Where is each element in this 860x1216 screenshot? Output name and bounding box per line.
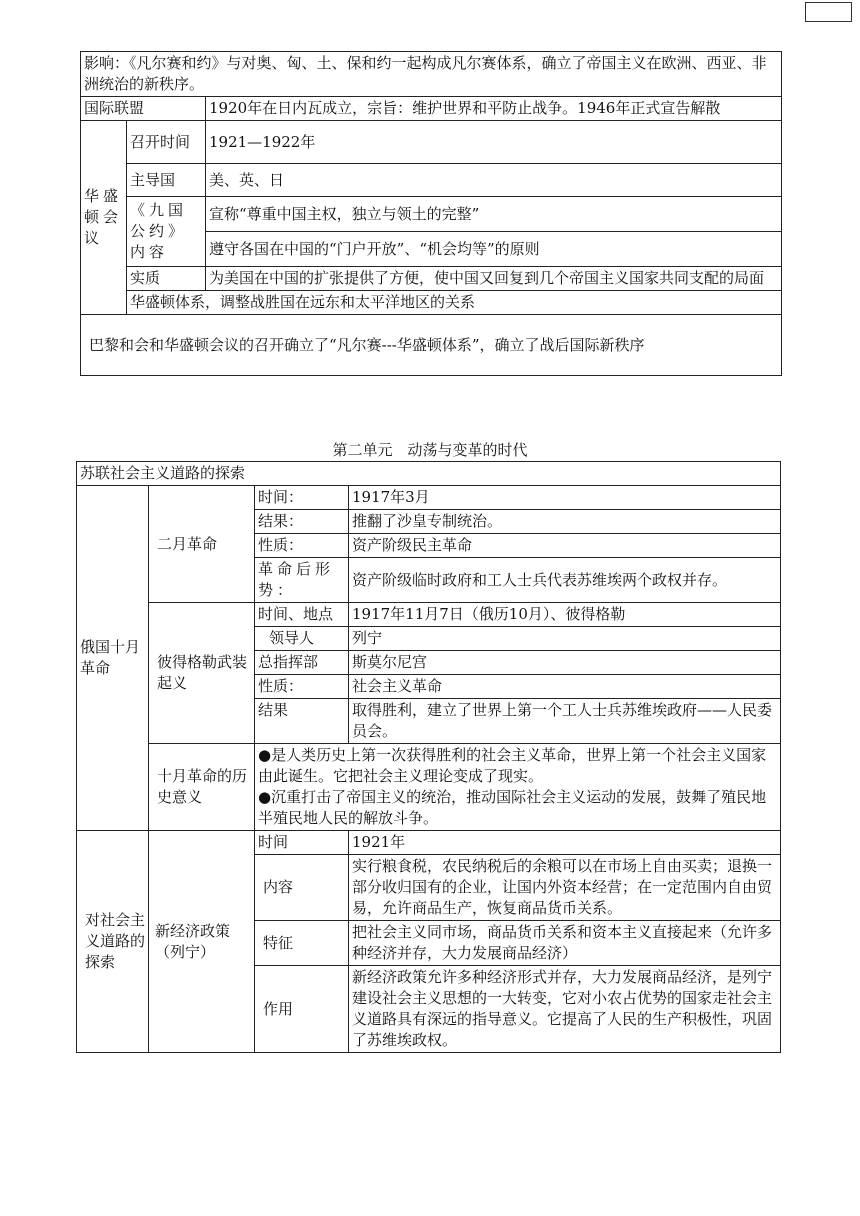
washington-essence: 为美国在中国的扩张提供了方便，使中国又回复到几个帝国主义国家共同支配的局面 [206, 267, 782, 291]
table-row [81, 197, 782, 232]
table-row [81, 315, 782, 376]
row-value: 取得胜利，建立了世界上第一个工人士兵苏维埃政府——人民委员会。 [349, 699, 781, 744]
row-value: 斯莫尔尼宫 [349, 651, 781, 675]
row-value: 把社会主义同市场，商品货币关系和资本主义直接起来（允许多种经济并存，大力发展商品经济） [349, 921, 781, 966]
row-value: 列宁 [349, 627, 781, 651]
table-row [81, 267, 782, 291]
washington-leaders: 美、英、日 [206, 164, 782, 197]
nine-power-treaty-label: 《九国公约》内容 [127, 197, 206, 267]
summary-cell: 巴黎和会和华盛顿会议的召开确立了“凡尔赛---华盛顿体系”，确立了战后国际新秩序 [81, 315, 782, 376]
league-text: 1920年在日内瓦成立，宗旨：维护世界和平防止战争。1946年正式宣告解散 [206, 97, 782, 121]
table-row [77, 603, 781, 627]
row-key: 特征 [255, 921, 349, 966]
row-key: 时间、地点 [255, 603, 349, 627]
significance-label: 十月革命的历史意义 [149, 744, 255, 831]
section-title: 苏联社会主义道路的探索 [77, 462, 781, 486]
table-row [81, 121, 782, 164]
row-value: 1917年11月7日（俄历10月）、彼得格勒 [349, 603, 781, 627]
row-key: 作用 [255, 966, 349, 1053]
league-label: 国际联盟 [81, 97, 206, 121]
row-value: 社会主义革命 [349, 675, 781, 699]
significance-content [255, 744, 781, 831]
row-key: 总指挥部 [255, 651, 349, 675]
table-row [81, 97, 782, 121]
row-value: 实行粮食税，农民纳税后的余粮可以在市场上自由买卖；退换一部分收归国有的企业，让国内外资本经营；在一定范围内自由贸易，允许商品生产，恢复商品货币关系。 [349, 855, 781, 921]
table-row [77, 462, 781, 486]
washington-essence-label: 实质 [127, 267, 206, 291]
row-key: 结果 [255, 699, 349, 744]
nine-power-treaty-item: 遵守各国在中国的“门户开放”、“机会均等”的原则 [206, 232, 782, 267]
row-key: 时间： [255, 486, 349, 510]
february-revolution-label: 二月革命 [149, 486, 255, 603]
table-row [77, 831, 781, 855]
october-revolution-label: 俄国十月革命 [77, 486, 149, 831]
row-key: 领导人 [255, 627, 349, 651]
row-value: 推翻了沙皇专制统治。 [349, 510, 781, 534]
versailles-impact-cell: 影响：《凡尔赛和约》与对奥、匈、土、保和约一起构成凡尔赛体系，确立了帝国主义在欧洲、西亚、非洲统治的新秩序。 [81, 52, 782, 97]
exploration-label: 对社会主义道路的探索 [77, 831, 149, 1053]
table-row [81, 52, 782, 97]
row-value: 资产阶级民主革命 [349, 534, 781, 558]
washington-system: 华盛顿体系，调整战胜国在远东和太平洋地区的关系 [127, 291, 782, 315]
table-row [81, 291, 782, 315]
versailles-washington-table [80, 51, 782, 376]
table-row [77, 486, 781, 510]
row-key: 内容 [255, 855, 349, 921]
petrograd-uprising-label: 彼得格勒武装起义 [149, 603, 255, 744]
washington-time-label: 召开时间 [127, 121, 206, 164]
page-number-box [805, 2, 852, 22]
row-value: 新经济政策允许多种经济形式并存，大力发展商品经济，是列宁建设社会主义思想的一大转变，它对小农占优势的国家走社会主义道路具有深远的指导意义。它提高了人民的生产积极性，巩固了苏维埃政权。 [349, 966, 781, 1053]
row-key: 结果： [255, 510, 349, 534]
table-row [81, 164, 782, 197]
row-key: 性质： [255, 534, 349, 558]
soviet-socialism-table [76, 461, 781, 1053]
row-key: 革命后形势： [255, 558, 349, 603]
unit-title: 第二单元 动荡与变革的时代 [332, 441, 528, 459]
washington-time: 1921—1922年 [206, 121, 782, 164]
nep-label: 新经济政策（列宁） [149, 831, 255, 1053]
significance-item: ●沉重打击了帝国主义的统治，推动国际社会主义运动的发展，鼓舞了殖民地半殖民地人民的解放斗争。 [258, 788, 767, 827]
nine-power-treaty-item: 宣称“尊重中国主权，独立与领土的完整” [206, 197, 782, 232]
washington-leaders-label: 主导国 [127, 164, 206, 197]
significance-item: ●是人类历史上第一次获得胜利的社会主义革命，世界上第一个社会主义国家由此诞生。它把社会主义理论变成了现实。 [258, 746, 767, 785]
row-value: 资产阶级临时政府和工人士兵代表苏维埃两个政权并存。 [349, 558, 781, 603]
row-value: 1917年3月 [349, 486, 781, 510]
row-key: 性质： [255, 675, 349, 699]
row-value: 1921年 [349, 831, 781, 855]
washington-label: 华盛顿会议 [81, 121, 127, 315]
row-key: 时间 [255, 831, 349, 855]
